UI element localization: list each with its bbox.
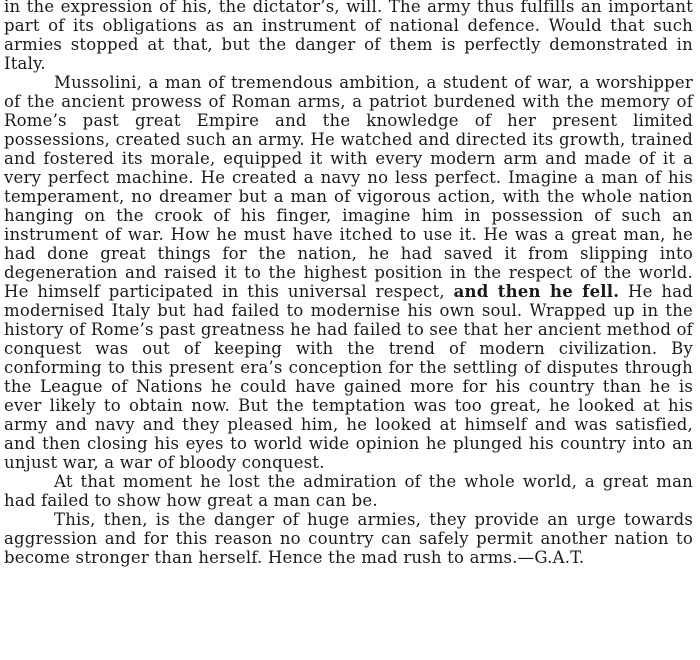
paragraph-admiration: At that moment he lost the admiration of the whole world, a great man had failed to show how great a man can be. bbox=[4, 472, 693, 510]
paragraph-conclusion: This, then, is the danger of huge armies, they provide an urge towards aggression and for this reason no country can safely permit another nation to become stronger than herself. Hence the mad rush to arms.—G.A.T. bbox=[4, 510, 693, 567]
paragraph-mussolini-text-b: He had modernised Italy but had failed to modernise his own soul. Wrapped up in the history of Rome’s past greatness he had failed to see that her ancient method of conquest was out of keeping with the trend of modern civilization. By conforming to this present era’s conception for the settling of disputes through the League of Nations he could have gained more for his country than he is ever likely to obtain now. But the temptation was too great, he looked at his army and navy and they pleased him, he looked at himself and was satisfied, and then closing his eyes to world wide opinion he plunged his country into an unjust war, a war of bloody conquest. bbox=[4, 282, 694, 472]
emphasis-then-he-fell: and then he fell. bbox=[453, 282, 620, 301]
paragraph-mussolini-text-a: Mussolini, a man of tremendous ambition, a student of war, a worshipper of the ancient prowess of Roman arms, a patriot burdened with the memory of Rome’s past great Empire and the knowledge of her present limited possessions, created such an army. He watched and directed its growth, trained and fostered its morale, equipped it with every modern arm and made of it a very perfect machine. He created a navy no less perfect. Imagine a man of his temperament, no dreamer but a man of vigorous action, with the whole nation hanging on the crook of his finger, imagine him in possession of such an instrument of war. How he must have itched to use it. He was a great man, he had done great things for the nation, he had saved it from slipping into degeneration and raised it to the highest position in the respect of the world. He himself participated in this universal respect, bbox=[4, 73, 693, 301]
paragraph-mussolini bbox=[4, 73, 693, 472]
paragraph-intro: in the expression of his, the dictator’s, will. The army thus fulfills an important part of its obligations as an instrument of national defence. Would that such armies stopped at that, but the danger of them is perfectly demonstrated in Italy. bbox=[4, 0, 693, 73]
